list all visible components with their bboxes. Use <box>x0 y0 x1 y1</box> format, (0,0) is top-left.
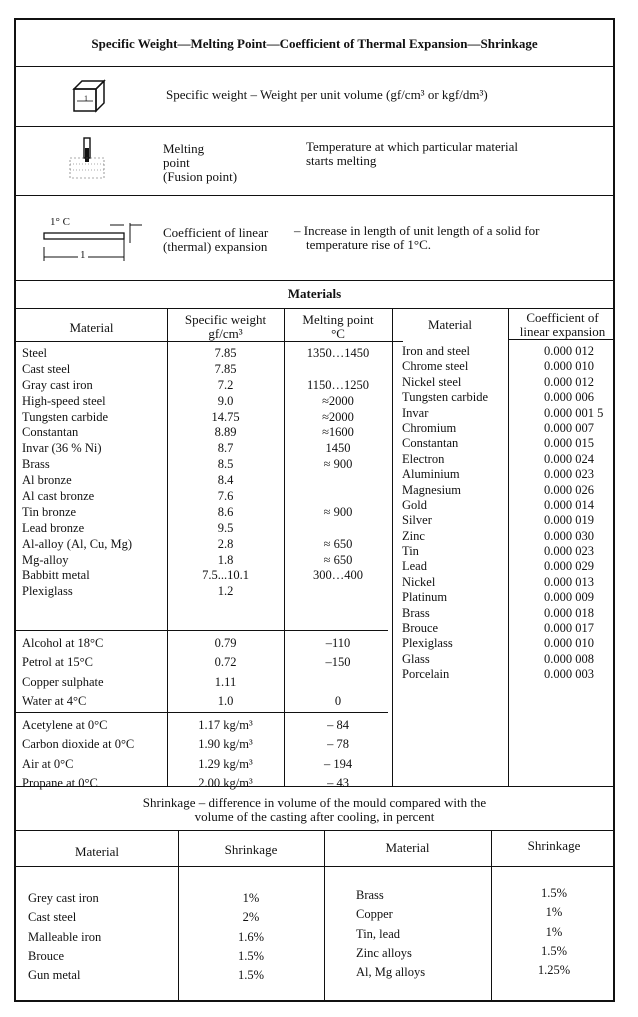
specific-weight-value: 2.8 <box>217 536 234 551</box>
shrinkage-value: 1% <box>242 891 260 905</box>
shrinkage-right-value-column <box>491 884 617 980</box>
thermometer-icon <box>68 136 108 182</box>
coefficient-term: Coefficient of linear <box>163 225 269 240</box>
shrinkage-material-name: Cast steel <box>28 910 77 925</box>
melting-definition: Temperature at which particular material <box>306 139 519 154</box>
specific-weight-value: 9.5 <box>217 520 234 535</box>
melting-point-value: – 194 <box>323 756 353 771</box>
specific-weight-value: 1.90 kg/m³ <box>198 737 253 752</box>
melting-term: point <box>163 155 190 170</box>
cube-dimension-label: 1 <box>84 94 88 103</box>
shrinkage-material-name: Copper <box>356 907 393 922</box>
expansion-material-name: Tin <box>402 544 419 559</box>
shrinkage-material-name: Zinc alloys <box>356 945 412 960</box>
shrinkage-material-name: Al, Mg alloys <box>356 965 426 980</box>
coefficient-definition: temperature rise of 1°C. <box>306 237 432 252</box>
divider <box>16 308 613 309</box>
expansion-material-name: Lead <box>402 559 427 574</box>
material-name: Gray cast iron <box>22 377 93 392</box>
shrinkage-value: 1.6% <box>237 929 265 944</box>
melting-point-value <box>284 584 392 600</box>
specific-weight-value: 9.0 <box>217 393 234 408</box>
material-name: Invar (36 % Ni) <box>22 441 102 456</box>
melting-point-value: 0 <box>334 693 342 708</box>
expansion-coefficient-value: 0.000 007 <box>544 420 594 435</box>
expansion-coefficient-value: 0.000 019 <box>544 513 594 528</box>
liquids-melting-column <box>284 634 392 711</box>
shrinkage-material-name: Brouce <box>28 948 65 963</box>
expansion-material-name: Silver <box>402 513 432 528</box>
material-name: Carbon dioxide at 0°C <box>22 737 135 752</box>
cube-icon <box>70 77 110 113</box>
expansion-material-name: Magnesium <box>402 482 462 497</box>
shrinkage-material-name: Tin, lead <box>356 926 400 941</box>
divider <box>16 866 613 867</box>
expansion-coefficient-value: 0.000 012 <box>544 344 594 358</box>
melting-point-value: – 43 <box>327 775 349 790</box>
divider <box>16 195 613 196</box>
melting-point-value <box>284 362 392 378</box>
expansion-material-name: Constantan <box>402 436 459 451</box>
expansion-coefficient-value: 0.000 003 <box>544 667 594 682</box>
materials-heading: Materials <box>287 286 342 301</box>
melting-point-value: –150 <box>325 655 351 670</box>
melting-point-value: ≈ 900 <box>323 504 353 519</box>
shrinkage-value: 2% <box>242 910 260 925</box>
melting-point-value: ≈ 900 <box>323 457 353 472</box>
specific-weight-value: 7.85 <box>214 346 237 360</box>
melting-point-value: 300…400 <box>313 568 363 583</box>
expansion-coefficient-value: 0.000 023 <box>544 467 594 482</box>
specific-weight-value: 7.2 <box>217 377 234 392</box>
header-material: Material <box>69 320 114 335</box>
header-specific-weight-unit: gf/cm³ <box>208 326 243 341</box>
melting-point-value: – 78 <box>327 737 349 752</box>
divider <box>16 66 613 67</box>
shrinkage-value: 1.5% <box>540 943 568 958</box>
coefficient-term: (thermal) expansion <box>163 239 268 254</box>
shrinkage-value: 1.25% <box>537 963 571 978</box>
melting-term: Melting <box>163 141 205 156</box>
expansion-material-name: Electron <box>402 451 445 466</box>
specific-weight-value: 14.75 <box>211 409 240 424</box>
material-name: Alcohol at 18°C <box>22 636 104 650</box>
expansion-material-name: Porcelain <box>402 667 450 682</box>
material-name: Copper sulphate <box>22 674 104 689</box>
melting-point-value: ≈1600 <box>322 425 354 440</box>
expansion-material-name: Plexiglass <box>402 636 453 651</box>
liquids-material-column <box>22 634 104 711</box>
column-rule <box>392 308 393 786</box>
material-name: Mg-alloy <box>22 552 69 567</box>
shrinkage-material-name: Grey cast iron <box>28 891 99 905</box>
specific-weight-definition: Specific weight – Weight per unit volume (gf/cm³ or kgf/dm³) <box>166 87 488 102</box>
expansion-material-column <box>402 344 488 683</box>
specific-weight-value: 2.00 kg/m³ <box>198 775 253 790</box>
expansion-material-name: Chromium <box>402 420 457 435</box>
shrinkage-definition: Shrinkage – difference in volume of the mould compared with the <box>142 795 487 810</box>
melting-point-value: ≈ 650 <box>323 536 353 551</box>
coefficient-definition: – Increase in length of unit length of a solid for <box>294 223 540 238</box>
material-name: Cast steel <box>22 361 71 376</box>
expansion-material-name: Aluminium <box>402 467 460 482</box>
material-name: Tungsten carbide <box>22 409 108 424</box>
expansion-material-name: Brouce <box>402 621 439 636</box>
material-name: Propane at 0°C <box>22 775 98 790</box>
material-name: High-speed steel <box>22 393 106 408</box>
expansion-material-name: Gold <box>402 497 427 512</box>
expansion-material-name: Platinum <box>402 590 448 605</box>
shrinkage-header-material-2: Material <box>385 840 430 855</box>
shrinkage-value: 1.5% <box>237 968 265 983</box>
group-rule <box>16 712 388 713</box>
expansion-material-name: Invar <box>402 405 429 420</box>
shrinkage-header-material: Material <box>74 844 120 859</box>
page-title: Specific Weight—Melting Point—Coefficient of Thermal Expansion—Shrinkage <box>91 36 538 51</box>
expansion-coefficient-value: 0.000 014 <box>544 497 594 512</box>
specific-weight-value: 1.29 kg/m³ <box>198 756 253 771</box>
specific-weight-value: 1.17 kg/m³ <box>198 718 253 732</box>
specific-weight-value: 7.85 <box>214 361 237 376</box>
header-melting-unit: °C <box>331 326 345 341</box>
expansion-coefficient-value: 0.000 024 <box>544 451 594 466</box>
solids-weight-column <box>167 346 284 600</box>
expansion-material-name: Chrome steel <box>402 359 469 374</box>
specific-weight-value: 8.5 <box>217 457 234 472</box>
expansion-coefficient-value: 0.000 013 <box>544 574 594 589</box>
expansion-material-name: Nickel steel <box>402 374 462 389</box>
expansion-material-name: Nickel <box>402 574 436 589</box>
shrinkage-definition: volume of the casting after cooling, in percent <box>194 809 435 824</box>
specific-weight-value: 1.0 <box>217 693 234 708</box>
shrinkage-value: 1% <box>545 924 563 939</box>
divider <box>16 786 613 787</box>
expansion-coefficient-value: 0.000 006 <box>544 390 594 405</box>
specific-weight-value: 7.6 <box>217 489 234 504</box>
divider <box>16 280 613 281</box>
shrinkage-material-name: Brass <box>356 888 384 902</box>
figure-temperature-label: 1° C <box>50 216 70 228</box>
expansion-coefficient-value: 0.000 001 5 <box>544 405 604 420</box>
melting-point-value <box>284 489 392 505</box>
header-specific-weight: Specific weight <box>184 312 267 327</box>
melting-term: (Fusion point) <box>163 169 238 184</box>
melting-point-value <box>284 673 392 692</box>
expansion-coefficient-value: 0.000 029 <box>544 559 594 574</box>
melting-definition: starts melting <box>306 153 377 168</box>
expansion-coefficient-value: 0.000 017 <box>544 621 594 636</box>
specific-weight-value: 8.7 <box>217 441 234 456</box>
melting-point-value: – 84 <box>327 718 349 732</box>
material-name: Babbitt metal <box>22 568 90 583</box>
header-coefficient-2: linear expansion <box>519 324 606 339</box>
shrinkage-value: 1% <box>545 905 563 920</box>
column-rule <box>508 308 509 786</box>
solids-melting-column <box>284 346 392 600</box>
material-name: Tin bronze <box>22 504 77 519</box>
material-name: Plexiglass <box>22 584 73 599</box>
material-name: Acetylene at 0°C <box>22 718 108 732</box>
material-name: Brass <box>22 457 50 472</box>
expansion-coefficient-column <box>544 344 603 683</box>
header-material-2: Material <box>427 317 473 332</box>
melting-point-value: 1350…1450 <box>306 346 370 360</box>
melting-point-value: ≈ 650 <box>323 552 353 567</box>
expansion-material-name: Tungsten carbide <box>402 390 488 405</box>
shrinkage-material-name: Gun metal <box>28 968 81 983</box>
shrinkage-header-value: Shrinkage <box>224 842 278 857</box>
group-rule <box>16 630 388 631</box>
solids-material-column <box>22 346 132 600</box>
material-name: Air at 0°C <box>22 756 74 771</box>
melting-point-value <box>284 521 392 537</box>
melting-point-value: ≈2000 <box>322 393 354 408</box>
divider <box>16 126 613 127</box>
melting-point-value: ≈2000 <box>322 409 354 424</box>
expansion-coefficient-value: 0.000 010 <box>544 359 594 374</box>
material-name: Al cast bronze <box>22 489 95 504</box>
material-name: Lead bronze <box>22 520 85 535</box>
expansion-coefficient-value: 0.000 009 <box>544 590 594 605</box>
expansion-coefficient-value: 0.000 018 <box>544 605 594 620</box>
melting-point-value: 1450 <box>325 441 351 456</box>
specific-weight-value: 0.79 <box>214 636 237 650</box>
gases-material-column <box>22 716 134 793</box>
gases-weight-column <box>167 716 284 793</box>
expansion-coefficient-value: 0.000 008 <box>544 651 594 666</box>
header-rule <box>508 339 613 340</box>
material-name: Constantan <box>22 425 79 440</box>
expansion-material-name: Zinc <box>402 528 425 543</box>
expansion-coefficient-value: 0.000 030 <box>544 528 594 543</box>
shrinkage-left-material-column <box>28 889 101 985</box>
material-name: Steel <box>22 346 47 360</box>
shrinkage-left-value-column <box>178 889 324 985</box>
header-coefficient: Coefficient of <box>526 310 599 325</box>
shrinkage-value: 1.5% <box>237 948 265 963</box>
expansion-coefficient-value: 0.000 010 <box>544 636 594 651</box>
shrinkage-value: 1.5% <box>540 886 568 900</box>
expansion-coefficient-value: 0.000 026 <box>544 482 594 497</box>
expansion-coefficient-value: 0.000 012 <box>544 374 594 389</box>
specific-weight-value: 1.2 <box>217 584 234 599</box>
expansion-material-name: Brass <box>402 605 430 620</box>
specific-weight-value: 8.4 <box>217 473 234 488</box>
shrinkage-right-material-column <box>356 886 425 982</box>
specific-weight-value: 8.6 <box>217 504 234 519</box>
gases-melting-column <box>284 716 392 793</box>
melting-point-value <box>284 473 392 489</box>
melting-point-value: 1150…1250 <box>306 377 370 392</box>
material-name: Petrol at 15°C <box>22 655 93 670</box>
expansion-coefficient-value: 0.000 015 <box>544 436 594 451</box>
specific-weight-value: 7.5...10.1 <box>202 568 249 583</box>
expansion-material-name: Glass <box>402 651 430 666</box>
header-melting-point: Melting point <box>302 312 374 327</box>
shrinkage-material-name: Malleable iron <box>28 929 102 944</box>
expansion-material-name: Iron and steel <box>402 344 471 358</box>
material-name: Al-alloy (Al, Cu, Mg) <box>22 536 133 551</box>
specific-weight-value: 0.72 <box>214 655 237 670</box>
header-rule <box>16 341 403 342</box>
divider <box>16 830 613 831</box>
expansion-coefficient-value: 0.000 023 <box>544 544 594 559</box>
shrinkage-header-value-2: Shrinkage <box>527 838 581 853</box>
figure-length-label: 1 <box>80 249 86 261</box>
specific-weight-value: 1.11 <box>214 674 237 689</box>
melting-point-value: –110 <box>325 636 351 650</box>
material-name: Al bronze <box>22 473 72 488</box>
liquids-weight-column <box>167 634 284 711</box>
material-name: Water at 4°C <box>22 693 87 708</box>
reference-sheet <box>14 18 615 1002</box>
specific-weight-value: 8.89 <box>214 425 237 440</box>
specific-weight-value: 1.8 <box>217 552 234 567</box>
